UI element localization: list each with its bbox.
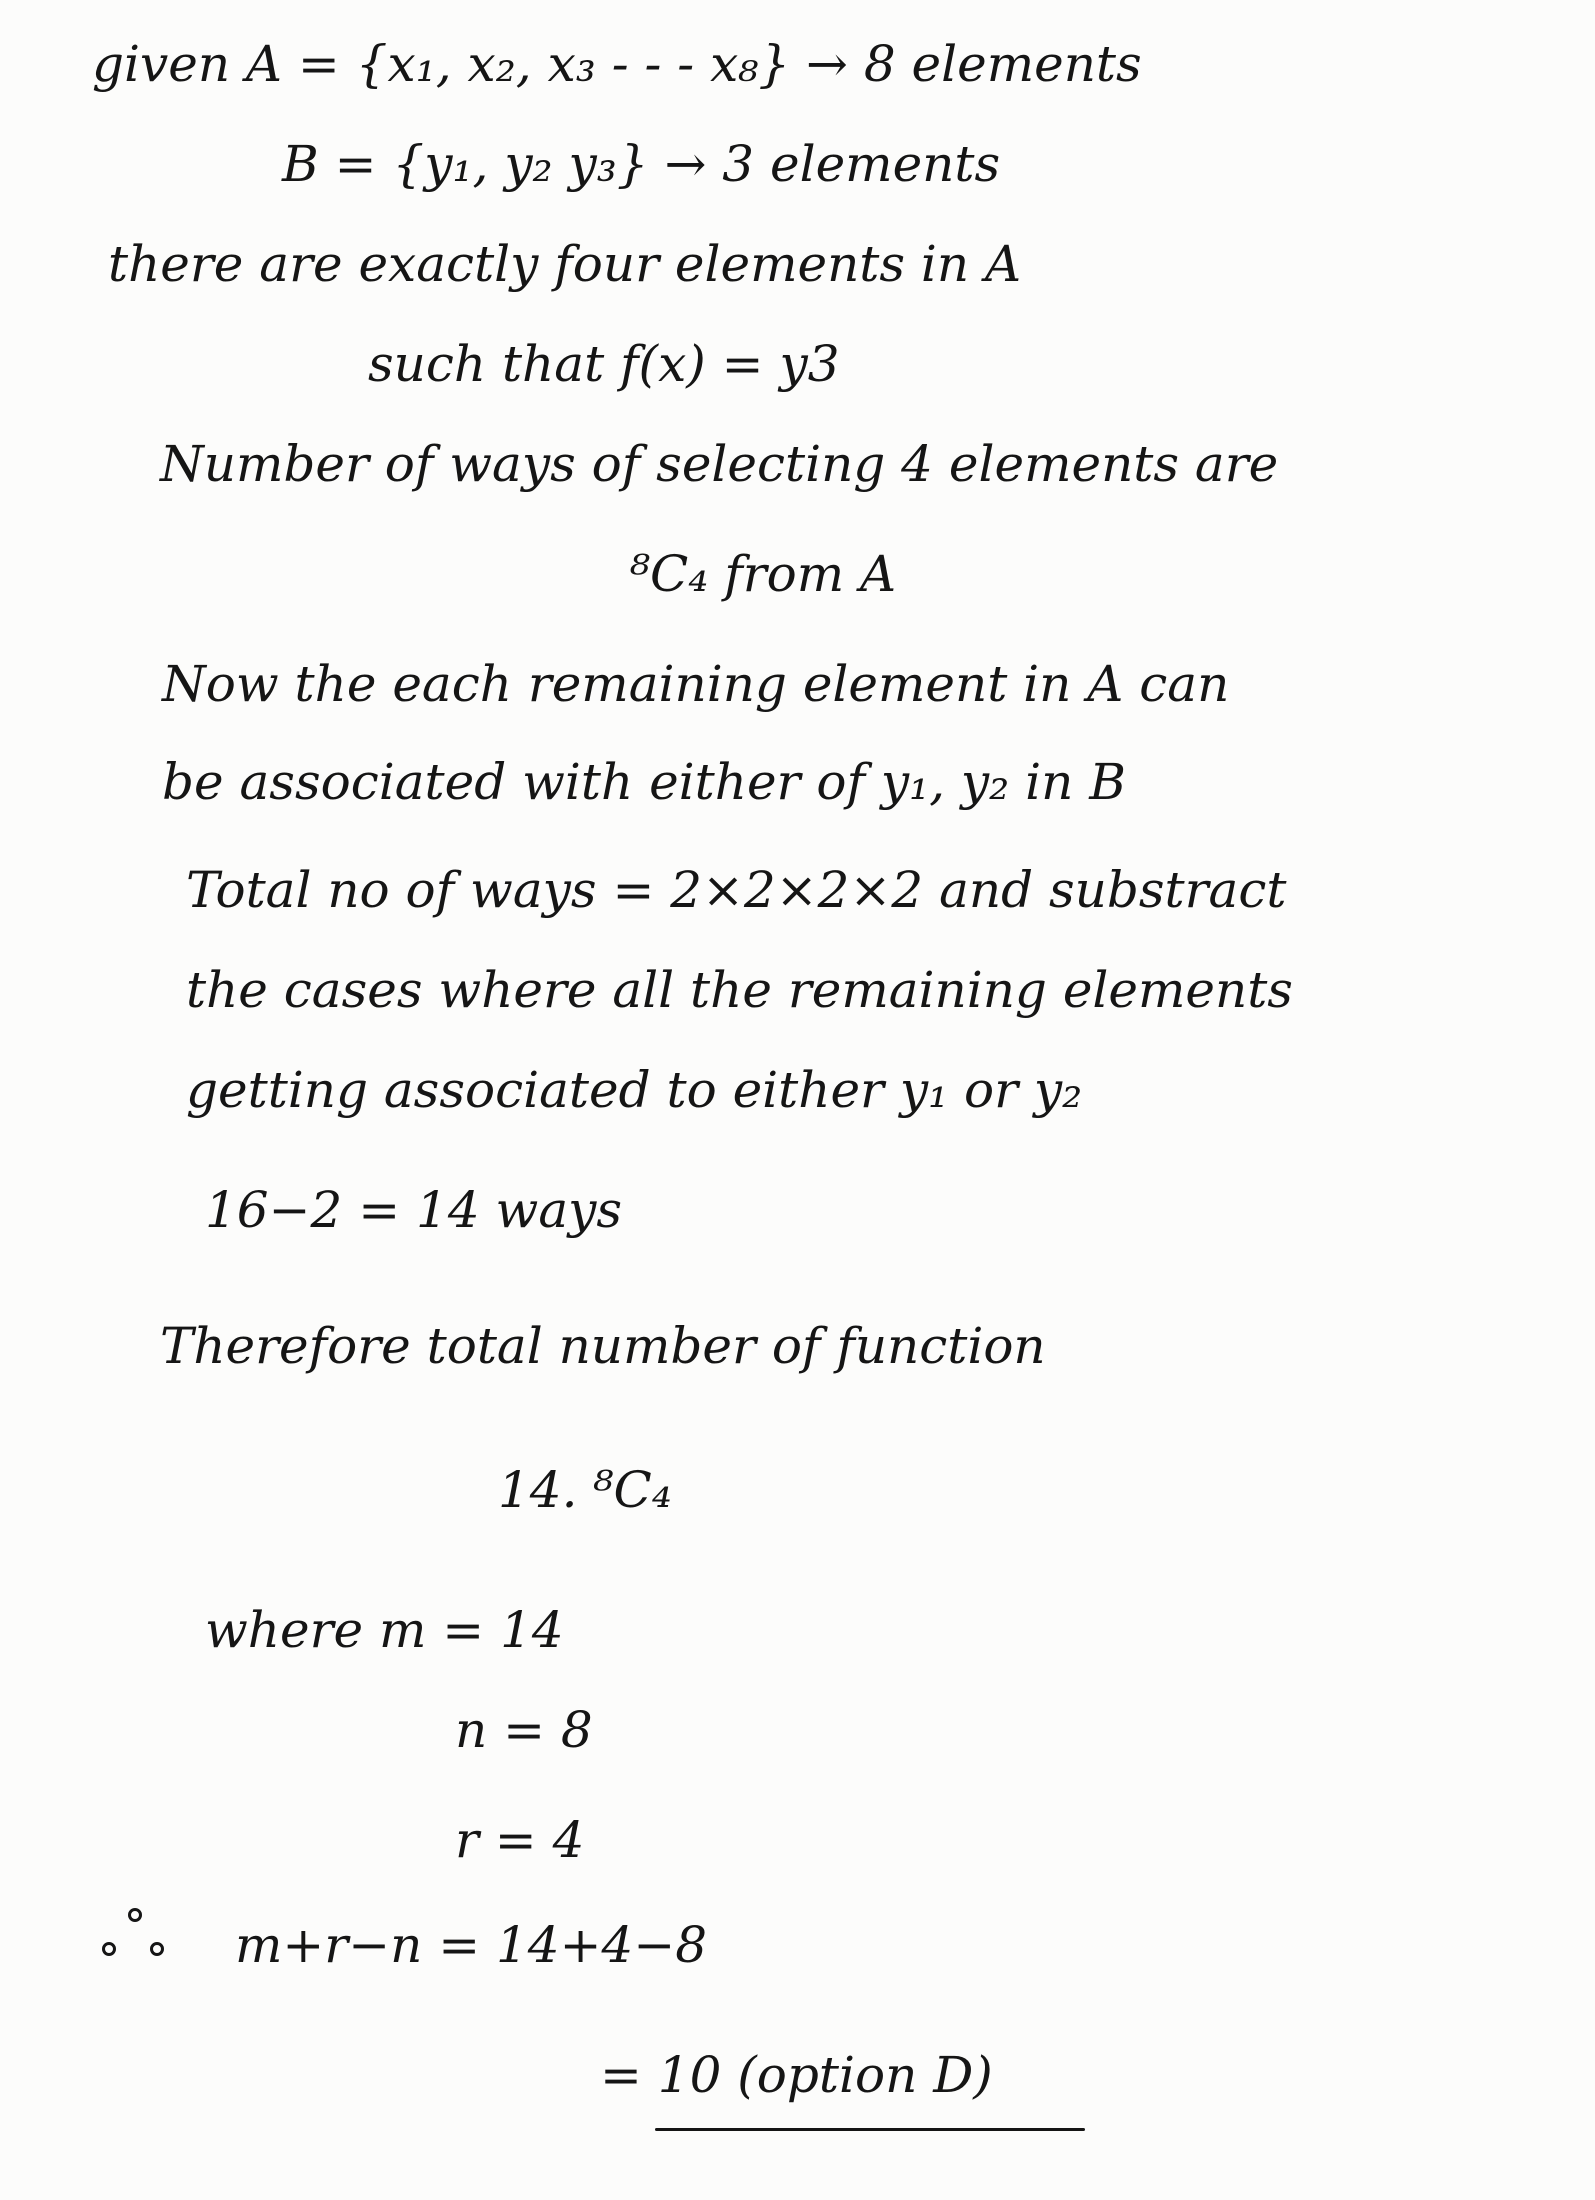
line-four-elements: there are exactly four elements in A [108,235,1022,293]
line-final-answer: = 10 (option D) [600,2046,993,2104]
line-total-ways: Total no of ways = 2×2×2×2 and substract [186,861,1287,919]
line-n-equals: n = 8 [455,1701,593,1759]
line-remaining-element: Now the each remaining element in A can [162,655,1230,713]
line-where-m: where m = 14 [205,1601,564,1659]
answer-underline [655,2128,1085,2131]
line-fourteen-combination: 14. ⁸C₄ [498,1461,672,1519]
therefore-dot-left [102,1942,116,1956]
line-r-equals: r = 4 [455,1811,585,1869]
line-m-plus-r-minus-n: m+r−n = 14+4−8 [235,1916,708,1974]
line-given-set-a: given A = {x₁, x₂, x₃ - - - x₈} → 8 elements [92,35,1142,93]
line-getting-associated: getting associated to either y₁ or y₂ [186,1061,1083,1119]
line-the-cases: the cases where all the remaining elements [186,961,1293,1019]
line-sixteen-minus-two: 16−2 = 14 ways [205,1181,623,1239]
therefore-dot-right [150,1942,164,1956]
line-therefore: Therefore total number of function [160,1317,1046,1375]
line-set-b: B = {y₁, y₂ y₃} → 3 elements [282,135,1001,193]
line-such-that: such that f(x) = y3 [368,335,840,393]
therefore-dot-top [128,1908,142,1922]
line-number-of-ways: Number of ways of selecting 4 elements are [160,435,1279,493]
line-associated-with: be associated with either of y₁, y₂ in B [162,753,1126,811]
line-combination-from-a: ⁸C₄ from A [630,545,897,603]
